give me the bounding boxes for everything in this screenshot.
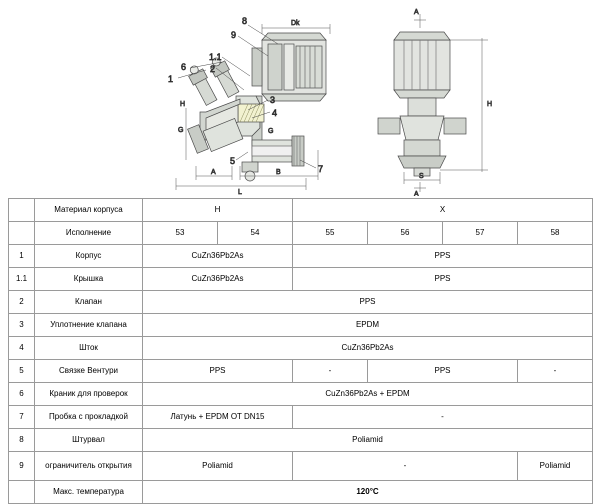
row-cell: - <box>293 452 518 481</box>
row-index: 1 <box>9 245 35 268</box>
callout-5: 5 <box>230 156 236 166</box>
cell-execution-label: Исполнение <box>35 222 143 245</box>
row-index: 4 <box>9 337 35 360</box>
table-row <box>9 383 593 406</box>
valve-front-view <box>378 32 466 176</box>
cell-exec-54: 54 <box>218 222 293 245</box>
row-cell: PPS <box>293 245 593 268</box>
row-index: 9 <box>9 452 35 481</box>
drawing-svg <box>0 0 600 196</box>
row-cell: - <box>293 406 593 429</box>
cell-exec-55: 55 <box>293 222 368 245</box>
row-name: Уплотнение клапана <box>35 314 143 337</box>
cell-material-label: Материал корпуса <box>35 199 143 222</box>
table-row <box>9 429 593 452</box>
table-row <box>9 406 593 429</box>
callout-1: 1 <box>168 74 174 84</box>
row-cell: EPDM <box>143 314 593 337</box>
cell-empty-corner-2 <box>9 222 35 245</box>
table-row <box>9 452 593 481</box>
callout-1-1: 1.1 <box>209 52 222 62</box>
dim-b: B <box>276 169 281 176</box>
row-cell: CuZn36Pb2As + EPDM <box>143 383 593 406</box>
row-name: Пробка с прокладкой <box>35 406 143 429</box>
row-name: Краник для проверок <box>35 383 143 406</box>
cell-material-x: X <box>293 199 593 222</box>
table-row-footer <box>9 481 593 504</box>
handwheel-assembly <box>252 33 326 101</box>
row-index: 2 <box>9 291 35 314</box>
dim-h-right: H <box>487 101 493 108</box>
callout-2: 2 <box>210 64 216 74</box>
row-index: 3 <box>9 314 35 337</box>
row-cell: PPS <box>368 360 518 383</box>
row-cell: Poliamid <box>518 452 593 481</box>
row-cell: Poliamid <box>143 452 293 481</box>
row-name: Крышка <box>35 268 143 291</box>
table-row <box>9 268 593 291</box>
materials-table <box>8 198 593 504</box>
row-index: 5 <box>9 360 35 383</box>
test-valve-ports <box>185 55 240 107</box>
dim-a-bottom-right: A <box>414 191 419 196</box>
table-row <box>9 245 593 268</box>
cell-exec-58: 58 <box>518 222 593 245</box>
row-name: ограничитель открытия <box>35 452 143 481</box>
row-index: 6 <box>9 383 35 406</box>
row-cell: CuZn36Pb2As <box>143 337 593 360</box>
row-cell: CuZn36Pb2As <box>143 245 293 268</box>
row-name: Корпус <box>35 245 143 268</box>
row-cell: Poliamid <box>143 429 593 452</box>
row-cell: PPS <box>293 268 593 291</box>
row-name: Шток <box>35 337 143 360</box>
row-index: 1.1 <box>9 268 35 291</box>
cell-exec-53: 53 <box>143 222 218 245</box>
cell-material-h: H <box>143 199 293 222</box>
callout-9: 9 <box>231 30 237 40</box>
callout-7: 7 <box>318 164 324 174</box>
cell-empty-corner <box>9 199 35 222</box>
materials-table-wrapper <box>8 198 592 504</box>
row-cell: CuZn36Pb2As <box>143 268 293 291</box>
table-row-material-header <box>9 199 593 222</box>
row-index: 8 <box>9 429 35 452</box>
row-cell: PPS <box>143 360 293 383</box>
row-name: Связке Вентури <box>35 360 143 383</box>
table-row-execution-header <box>9 222 593 245</box>
cell-exec-56: 56 <box>368 222 443 245</box>
table-row <box>9 291 593 314</box>
dim-a-top-right: A <box>414 9 419 16</box>
table-row <box>9 337 593 360</box>
cell-max-temp-value: 120°C <box>143 481 593 504</box>
callout-3: 3 <box>270 95 276 105</box>
dim-dk: Dk <box>291 20 300 27</box>
table-row <box>9 360 593 383</box>
drain-cock <box>242 162 258 181</box>
table-row <box>9 314 593 337</box>
row-name: Клапан <box>35 291 143 314</box>
row-index: 7 <box>9 406 35 429</box>
cell-exec-57: 57 <box>443 222 518 245</box>
dim-l: L <box>238 189 242 196</box>
dim-a-bottom: A <box>211 169 216 176</box>
row-cell: - <box>518 360 593 383</box>
callout-6: 6 <box>181 62 187 72</box>
valve-technical-drawing <box>0 0 600 196</box>
cell-max-temp-label: Макс. температура <box>35 481 143 504</box>
callout-8: 8 <box>242 16 248 26</box>
outlet-port <box>252 136 304 166</box>
row-cell: - <box>293 360 368 383</box>
dim-s-right: S <box>419 173 424 180</box>
row-cell: Латунь + EPDM OT DN15 <box>143 406 293 429</box>
callout-4: 4 <box>272 108 278 118</box>
row-cell: PPS <box>143 291 593 314</box>
dim-h-left: H <box>180 101 186 108</box>
dim-g-right: G <box>268 128 274 135</box>
cell-empty-footer <box>9 481 35 504</box>
dim-g-left: G <box>178 127 184 134</box>
row-name: Штурвал <box>35 429 143 452</box>
